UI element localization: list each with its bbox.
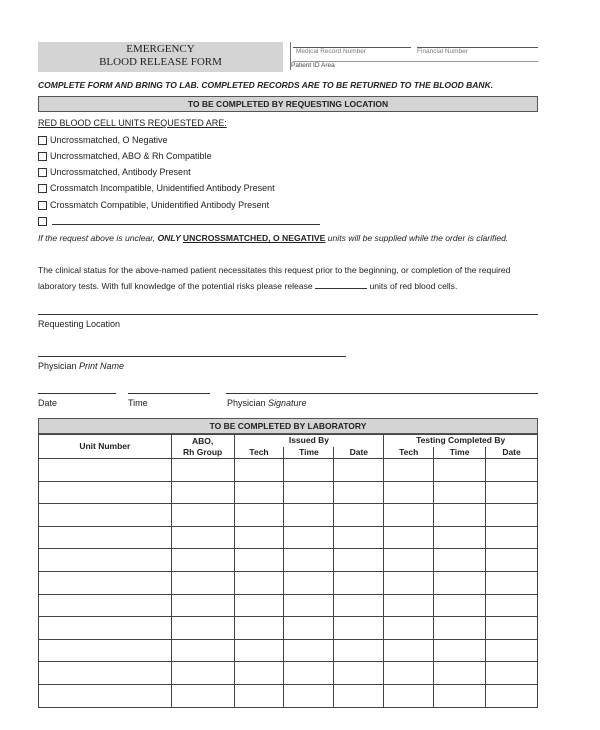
table-cell[interactable] xyxy=(384,571,434,594)
option-label: Uncrossmatched, O Negative xyxy=(50,135,168,145)
table-cell[interactable] xyxy=(434,639,486,662)
table-cell[interactable] xyxy=(171,459,234,482)
table-cell[interactable] xyxy=(171,571,234,594)
table-cell[interactable] xyxy=(434,662,486,685)
option-other[interactable] xyxy=(38,215,50,227)
table-cell[interactable] xyxy=(486,662,538,685)
table-cell[interactable] xyxy=(234,459,284,482)
table-row xyxy=(39,662,538,685)
table-cell[interactable] xyxy=(39,459,172,482)
table-cell[interactable] xyxy=(284,594,334,617)
table-cell[interactable] xyxy=(384,594,434,617)
table-cell[interactable] xyxy=(486,684,538,707)
checkbox[interactable] xyxy=(38,201,47,210)
table-cell[interactable] xyxy=(434,594,486,617)
table-cell[interactable] xyxy=(234,504,284,527)
clinical-status-text: The clinical status for the above-named patient necessitates this request prior to the beginning, or completion of the required laboratory tests. With full knowledge of the potential risks please release xyxy=(38,265,511,291)
table-cell[interactable] xyxy=(486,594,538,617)
lab-table-body xyxy=(39,459,538,708)
table-cell[interactable] xyxy=(486,571,538,594)
col-testing-time: Time xyxy=(434,447,486,459)
table-cell[interactable] xyxy=(384,504,434,527)
col-unit-number: Unit Number xyxy=(39,435,172,459)
table-cell[interactable] xyxy=(284,526,334,549)
physician-print-label xyxy=(38,361,124,371)
table-cell[interactable] xyxy=(39,571,172,594)
table-row xyxy=(39,639,538,662)
option-crossmatch-incompatible[interactable] xyxy=(38,182,275,194)
table-cell[interactable] xyxy=(334,684,384,707)
abo-line-2: Rh Group xyxy=(183,446,223,457)
section-laboratory: TO BE COMPLETED BY LABORATORY xyxy=(38,418,538,434)
option-other-blank[interactable] xyxy=(52,224,320,225)
table-cell[interactable] xyxy=(334,526,384,549)
table-cell[interactable] xyxy=(284,549,334,572)
table-cell[interactable] xyxy=(39,526,172,549)
table-cell[interactable] xyxy=(384,549,434,572)
table-cell[interactable] xyxy=(234,617,284,640)
patient-id-label: Patient ID Area xyxy=(291,62,335,69)
unclear-note xyxy=(38,230,543,246)
note-text: If the request above is unclear, xyxy=(38,233,158,243)
table-cell[interactable] xyxy=(284,459,334,482)
physician-signature-label xyxy=(227,398,307,408)
table-cell[interactable] xyxy=(384,526,434,549)
table-cell[interactable] xyxy=(171,639,234,662)
table-cell[interactable] xyxy=(234,549,284,572)
table-cell[interactable] xyxy=(334,617,384,640)
table-cell[interactable] xyxy=(434,526,486,549)
table-cell[interactable] xyxy=(171,662,234,685)
clinical-status-end: units of red blood cells. xyxy=(367,281,458,291)
table-cell[interactable] xyxy=(39,662,172,685)
checkbox[interactable] xyxy=(38,136,47,145)
checkbox[interactable] xyxy=(38,168,47,177)
table-cell[interactable] xyxy=(39,481,172,504)
option-crossmatch-compatible[interactable] xyxy=(38,199,269,211)
table-cell[interactable] xyxy=(384,684,434,707)
table-cell[interactable] xyxy=(334,662,384,685)
table-cell[interactable] xyxy=(384,662,434,685)
table-cell[interactable] xyxy=(171,594,234,617)
table-cell[interactable] xyxy=(486,526,538,549)
table-cell[interactable] xyxy=(334,504,384,527)
option-label: Uncrossmatched, ABO & Rh Compatible xyxy=(50,151,212,161)
units-count-blank[interactable] xyxy=(315,280,367,289)
table-cell[interactable] xyxy=(334,481,384,504)
table-cell[interactable] xyxy=(284,481,334,504)
table-cell[interactable] xyxy=(284,617,334,640)
col-abo-rh xyxy=(171,435,234,459)
option-label: Uncrossmatched, Antibody Present xyxy=(50,167,191,177)
print-name-word: Print Name xyxy=(79,361,125,371)
physician-signature-line[interactable] xyxy=(226,393,538,394)
checkbox[interactable] xyxy=(38,217,47,226)
table-cell[interactable] xyxy=(434,684,486,707)
table-cell[interactable] xyxy=(234,662,284,685)
table-cell[interactable] xyxy=(434,571,486,594)
physician-word: Physician xyxy=(38,361,80,371)
table-cell[interactable] xyxy=(171,481,234,504)
instructions: COMPLETE FORM AND BRING TO LAB. COMPLETED RECORDS ARE TO BE RETURNED TO THE BLOOD BANK. xyxy=(38,80,494,90)
col-issued-by: Issued By xyxy=(234,435,384,447)
section-requesting-location: TO BE COMPLETED BY REQUESTING LOCATION xyxy=(38,96,538,112)
table-cell[interactable] xyxy=(334,571,384,594)
financial-number-label: Financial Number xyxy=(417,48,468,55)
table-cell[interactable] xyxy=(284,504,334,527)
time-line[interactable] xyxy=(128,393,210,394)
table-cell[interactable] xyxy=(486,617,538,640)
title-line-1: EMERGENCY xyxy=(126,43,195,55)
physician-word: Physician xyxy=(227,398,269,408)
table-row xyxy=(39,504,538,527)
table-cell[interactable] xyxy=(234,594,284,617)
table-cell[interactable] xyxy=(234,571,284,594)
table-cell[interactable] xyxy=(39,594,172,617)
table-row xyxy=(39,526,538,549)
table-cell[interactable] xyxy=(171,504,234,527)
col-testing-date: Date xyxy=(486,447,538,459)
requesting-location-label: Requesting Location xyxy=(38,319,121,329)
table-row xyxy=(39,459,538,482)
table-cell[interactable] xyxy=(284,662,334,685)
units-requested-heading: RED BLOOD CELL UNITS REQUESTED ARE: xyxy=(38,118,227,128)
form-title xyxy=(38,42,283,72)
table-cell[interactable] xyxy=(384,617,434,640)
date-label: Date xyxy=(38,398,58,408)
requesting-location-line[interactable] xyxy=(38,314,538,315)
col-issued-time: Time xyxy=(284,447,334,459)
title-line-2: BLOOD RELEASE FORM xyxy=(99,56,222,68)
note-bold: ONLY xyxy=(157,233,183,243)
note-bold-underline: UNCROSSMATCHED, O NEGATIVE xyxy=(182,233,326,243)
table-cell[interactable] xyxy=(384,639,434,662)
table-cell[interactable] xyxy=(284,684,334,707)
col-testing-tech: Tech xyxy=(384,447,434,459)
table-cell[interactable] xyxy=(39,684,172,707)
lab-log-table xyxy=(38,434,538,708)
table-cell[interactable] xyxy=(434,617,486,640)
table-cell[interactable] xyxy=(384,459,434,482)
table-cell[interactable] xyxy=(486,459,538,482)
time-label: Time xyxy=(128,398,148,408)
table-cell[interactable] xyxy=(284,571,334,594)
table-cell[interactable] xyxy=(39,639,172,662)
date-line[interactable] xyxy=(38,393,116,394)
table-cell[interactable] xyxy=(486,639,538,662)
checkbox[interactable] xyxy=(38,152,47,161)
table-cell[interactable] xyxy=(486,549,538,572)
checkbox[interactable] xyxy=(38,184,47,193)
medical-record-label: Medical Record Number xyxy=(296,48,367,55)
table-row xyxy=(39,684,538,707)
note-text-end: units will be supplied while the order is clarified. xyxy=(325,233,509,243)
table-cell[interactable] xyxy=(434,549,486,572)
table-cell[interactable] xyxy=(486,504,538,527)
table-cell[interactable] xyxy=(334,549,384,572)
col-issued-tech: Tech xyxy=(234,447,284,459)
option-uncrossmatched-antibody[interactable] xyxy=(38,166,191,178)
table-cell[interactable] xyxy=(171,549,234,572)
table-cell[interactable] xyxy=(171,684,234,707)
table-cell[interactable] xyxy=(234,639,284,662)
physician-print-line[interactable] xyxy=(38,356,346,357)
table-cell[interactable] xyxy=(39,549,172,572)
table-cell[interactable] xyxy=(39,617,172,640)
table-cell[interactable] xyxy=(486,481,538,504)
signature-word: Signature xyxy=(268,398,307,408)
table-cell[interactable] xyxy=(384,481,434,504)
option-label: Crossmatch Incompatible, Unidentified Antibody Present xyxy=(50,183,275,193)
option-uncrossmatched-o-negative[interactable] xyxy=(38,134,168,146)
table-row xyxy=(39,571,538,594)
table-cell[interactable] xyxy=(334,459,384,482)
table-cell[interactable] xyxy=(234,526,284,549)
table-row xyxy=(39,549,538,572)
table-row xyxy=(39,481,538,504)
table-row xyxy=(39,594,538,617)
table-cell[interactable] xyxy=(434,481,486,504)
col-testing-completed-by: Testing Completed By xyxy=(384,435,538,447)
table-cell[interactable] xyxy=(39,504,172,527)
table-cell[interactable] xyxy=(334,594,384,617)
option-label: Crossmatch Compatible, Unidentified Antibody Present xyxy=(50,200,270,210)
option-uncrossmatched-abo-rh[interactable] xyxy=(38,150,212,162)
table-cell[interactable] xyxy=(171,617,234,640)
table-cell[interactable] xyxy=(284,639,334,662)
table-cell[interactable] xyxy=(171,526,234,549)
table-cell[interactable] xyxy=(434,504,486,527)
col-issued-date: Date xyxy=(334,447,384,459)
table-cell[interactable] xyxy=(434,459,486,482)
table-cell[interactable] xyxy=(334,639,384,662)
table-row xyxy=(39,617,538,640)
abo-line-1: ABO, xyxy=(192,435,214,446)
table-cell[interactable] xyxy=(234,481,284,504)
clinical-status xyxy=(38,262,543,294)
table-cell[interactable] xyxy=(234,684,284,707)
